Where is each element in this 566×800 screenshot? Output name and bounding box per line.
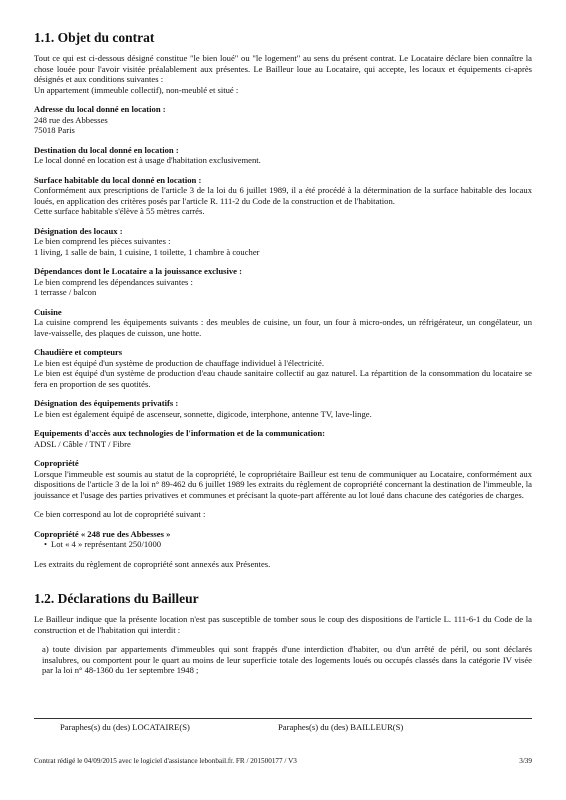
document-page	[34, 30, 532, 676]
copro-lot-list	[34, 539, 532, 550]
page-number: 3/39	[519, 757, 532, 765]
dependances-list: 1 terrasse / balcon	[34, 287, 97, 297]
privatifs-block	[34, 398, 532, 419]
surface-title: Surface habitable du local donné en location :	[34, 174, 202, 185]
destination-block	[34, 145, 532, 166]
privatifs-title: Désignation des équipements privatifs :	[34, 398, 179, 408]
chaudiere-title: Chaudière et compteurs	[34, 347, 123, 357]
address-title: Adresse du local donné en location :	[34, 104, 166, 114]
surface-block	[34, 175, 532, 217]
privatifs-text: Le bien est également équipé de ascenseur, sonnette, digicode, interphone, antenne TV, lave-linge.	[34, 408, 372, 419]
initials-row	[60, 722, 500, 732]
dependances-block	[34, 266, 532, 298]
address-block	[34, 104, 532, 136]
footer-divider	[34, 718, 532, 719]
address-line-1: 248 rue des Abbesses	[34, 114, 108, 125]
intro-paragraph: Tout ce qui est ci-dessous désigné constitue "le bien loué" ou "le logement" au sens du présent contrat. Le Locataire déclare bien connaître la chose louée pour l'avoir visitée préalablement aux présentes. Le Bailleur loue au Locataire, qui accepte, les locaux et équipements ci-après désignés et aux conditions suivantes :	[34, 53, 532, 84]
destination-title: Destination du local donné en location :	[34, 144, 179, 155]
landlord-initials-label: Paraphes(s) du (des) BAILLEUR(S)	[278, 722, 404, 732]
tech-block	[34, 428, 532, 449]
section-1-heading: 1.1. Objet du contrat	[34, 30, 155, 45]
cuisine-title: Cuisine	[34, 306, 62, 317]
chaudiere-text-1: Le bien est équipé d'un système de production de chauffage individuel à l'électricité.	[34, 357, 325, 368]
tenant-initials-label: Paraphes(s) du (des) LOCATAIRE(S)	[60, 722, 190, 732]
chaudiere-text-2: Le bien est équipé d'un système de production d'eau chaude sanitaire collectif au gaz naturel. La répartition de la consommation du locataire se fera en proportion de ses quotités.	[34, 368, 532, 389]
destination-text: Le local donné en location est à usage d'habitation exclusivement.	[34, 155, 261, 165]
copro-annex-text: Les extraits du règlement de copropriété sont annexés aux Présentes.	[34, 558, 271, 569]
copro-lot-title: Copropriété « 248 rue des Abbesses »	[34, 528, 171, 539]
chaudiere-block	[34, 347, 532, 389]
copro-lot-intro: Ce bien correspond au lot de copropriété suivant :	[34, 509, 206, 519]
cuisine-text: La cuisine comprend les équipements suivants : des meubles de cuisine, un four, un four à micro-ondes, un réfrigérateur, un congélateur, un lave-vaisselle, des plaques de cuisson, une hotte.	[34, 317, 532, 338]
tech-title: Equipements d'accès aux technologies de l'information et de la communication:	[34, 428, 325, 438]
address-line-2: 75018 Paris	[34, 125, 75, 135]
designation-list: 1 living, 1 salle de bain, 1 cuisine, 1 toilette, 1 chambre à coucher	[34, 246, 260, 257]
designation-title: Désignation des locaux :	[34, 225, 123, 236]
section-2-heading: 1.2. Déclarations du Bailleur	[34, 591, 199, 606]
footer-note: Contrat rédigé le 04/09/2015 avec le logiciel d'assistance lebonbail.fr. FR / 201500177 / V3	[34, 757, 297, 765]
dependances-text: Le bien comprend les dépendances suivantes :	[34, 276, 193, 287]
tech-text: ADSL / Câble / TNT / Fibre	[34, 438, 131, 449]
designation-text: Le bien comprend les pièces suivantes :	[34, 236, 171, 246]
copro-lot-item: • Lot « 4 » représentant 250/1000	[44, 539, 532, 550]
dependances-title: Dépendances dont le Locataire a la jouissance exclusive :	[34, 266, 242, 276]
copro-text: Lorsque l'immeuble est soumis au statut de la copropriété, le copropriétaire Bailleur est tenu de communiquer au Locataire, conformément aux dispositions de l'article 3 de la loi n° 89-462 du 6 juillet 1989 les extraits du règlement de copropriété concernant la destination de l'immeuble, la jouissance et l'usage des parties privatives et communes et précisant la quote-part afférente au lot loué dans chacune des catégories de charges.	[34, 468, 532, 500]
declarations-item-a: a) toute division par appartements d'immeubles qui sont frappés d'une interdiction d'habiter, ou d'un arrêté de péril, ou sont déclarés insalubres, ou comportent pour le quart au moins de leur superficie totale des logements loués ou occupés classés dans la catégorie IV visée par la loi n° 48-1360 du 1er septembre 1948 ;	[42, 644, 532, 675]
designation-block	[34, 226, 532, 258]
surface-text-2: Cette surface habitable s'élève à 55 mètres carrés.	[34, 206, 205, 216]
copro-block	[34, 458, 532, 569]
surface-text: Conformément aux prescriptions de l'article 3 de la loi du 6 juillet 1989, il a été procédé à la détermination de la surface habitable des locaux loués, en application des critères posés par l'article R. 111-2 du Code de la construction et de l'habitation.	[34, 185, 532, 206]
declarations-intro: Le Bailleur indique que la présente location n'est pas susceptible de tomber sous le coup des dispositions de l'article L. 111-6-1 du Code de la construction et de l'habitation qui interdit :	[34, 614, 532, 635]
cuisine-block	[34, 307, 532, 339]
intro-paragraph-2: Un appartement (immeuble collectif), non-meublé et situé :	[34, 84, 239, 95]
copro-title: Copropriété	[34, 458, 79, 468]
page-footer	[34, 757, 532, 765]
